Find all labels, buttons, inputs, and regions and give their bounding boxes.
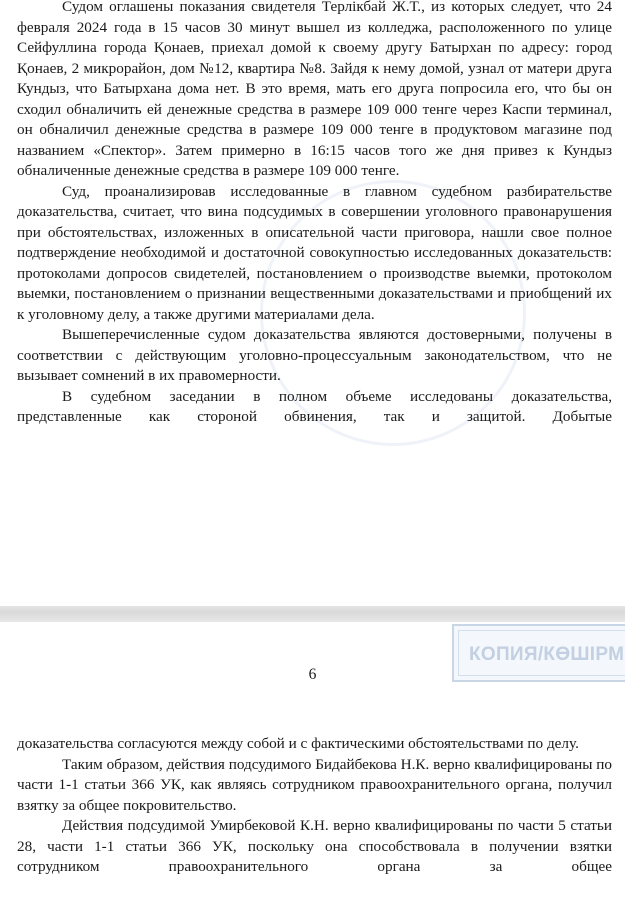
paragraph-court-analysis: Суд, проанализировав исследованные в главном судебном разбирательстве доказательства, считает, что вина подсудимых в совершении уголовного правонарушения при обстоятельствах, изложенных в описательной части приговора, нашли свое полное подтверждение необходимой и достаточной совокупностью исследованных доказательств: протоколами допросов свидетелей, постановлением о производстве выемки, протоколом выемки, постановлением о признании вещественными доказательствами и приобщений их к уголовному делу, а также другими материалами дела. bbox=[17, 182, 612, 323]
paragraph-qualification-umirbekova: Действия подсудимой Умирбековой К.Н. верно квалифицированы по части 5 статьи 28, части 1-1 статьи 366 УК, поскольку она способствовала в получении взятки сотрудником правоохранительного органа за общее bbox=[17, 817, 612, 875]
page-separator bbox=[0, 606, 625, 622]
page-number: 6 bbox=[308, 666, 317, 683]
page-text bbox=[17, 734, 612, 878]
paragraph-evidence-consistent: доказательства согласуются между собой и с фактическими обстоятельствами по делу. bbox=[17, 735, 579, 752]
paragraph-qualification-bidaybekov: Таким образом, действия подсудимого Бидайбекова Н.К. верно квалифицированы по части 1-1 статьи 366 УК, как являясь сотрудником правоохранительного органа, получил взятку за общее покровительство. bbox=[17, 755, 612, 814]
paragraph-evidence-validity: Вышеперечисленные судом доказательства являются достоверными, получены в соответствии с действующим уголовно-процессуальным законодательством, что не вызывает сомнений в их правомерности. bbox=[17, 326, 612, 384]
paragraph-witness-testimony: Судом оглашены показания свидетеля Терлікбай Ж.Т., из которых следует, что 24 февраля 2024 года в 15 часов 30 минут вышел из колледжа, расположенного по улице Сейфуллина города Қонаев, приехал домой к своему другу Батырхан по адресу: город Қонаев, 2 микрорайон, дом №12, квартира №8. Зайдя к нему домой, узнал от матери друга Кундыз, что Батырхана дома нет. В это время, мать его друга попросила его, что бы он сходил обналичить ей денежные средства в размере 109 000 тенге через Каспи терминал, он обналичил денежные средства в размере 109 000 тенге в продуктовом магазине под названием «Спектор». Затем примерно в 16:15 часов того же дня привез к Кундыз обналиченные денежные средства в размере 109 000 тенге. bbox=[17, 0, 612, 179]
paragraph-evidence-examined: В судебном заседании в полном объеме исследованы доказательства, представленные как стороной обвинения, так и защитой. Добытые bbox=[17, 387, 612, 425]
document-page-bottom bbox=[0, 622, 625, 897]
page-text bbox=[17, 0, 612, 428]
copy-stamp-text: КОПИЯ/КӨШІРМ bbox=[458, 630, 625, 676]
